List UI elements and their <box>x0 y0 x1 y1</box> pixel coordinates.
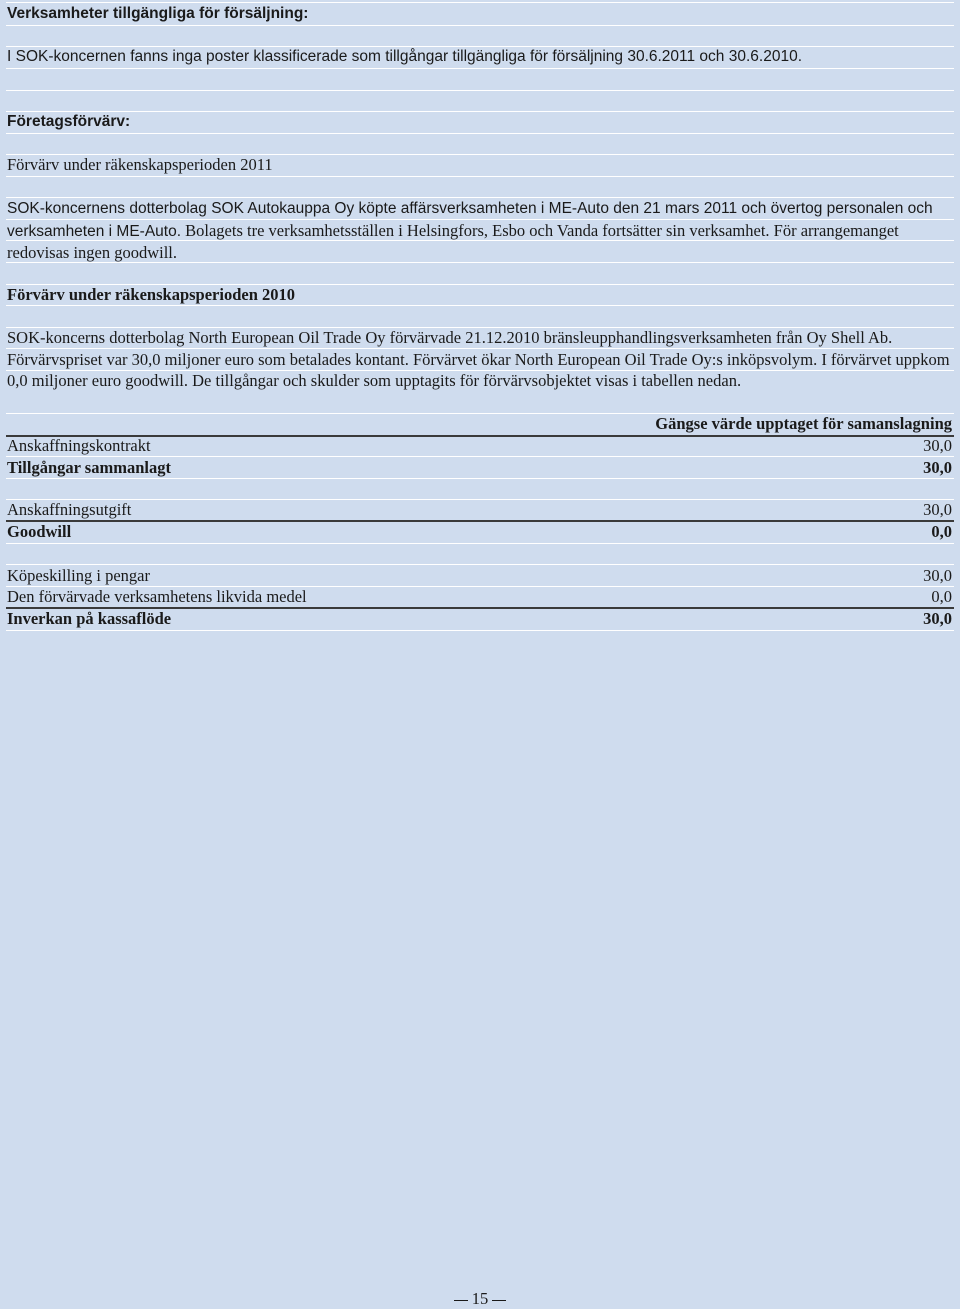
divider <box>6 90 954 91</box>
row-value: 30,0 <box>923 609 952 628</box>
table-row <box>7 457 952 479</box>
divider <box>6 133 954 134</box>
row-label: Den förvärvade verksamhetens likvida medel <box>7 587 307 606</box>
divider <box>6 25 954 26</box>
paragraph-2011-part2: Bolagets tre verksamhetsställen i Helsingfors, Esbo och Vanda fortsätter sin verksamhet. För arrangemanget redovisas ingen goodwill. <box>7 220 899 263</box>
paragraph-2011 <box>7 197 951 264</box>
divider <box>6 68 954 69</box>
subsection-heading: Förvärv under räkenskapsperioden 2011 <box>7 155 273 174</box>
row-value: 30,0 <box>923 500 952 519</box>
row-label: Goodwill <box>7 522 72 541</box>
divider <box>6 305 954 306</box>
row-label: Köpeskilling i pengar <box>7 566 150 585</box>
table-row <box>7 435 952 457</box>
divider <box>6 630 954 631</box>
row-label: Inverkan på kassaflöde <box>7 609 172 628</box>
divider <box>6 2 954 3</box>
table-row <box>7 586 952 608</box>
page-number <box>0 1289 960 1309</box>
row-value: 0,0 <box>931 587 952 606</box>
dash-right <box>492 1300 506 1301</box>
table-row <box>7 521 952 543</box>
paragraph-2011-part1: SOK-koncernens dotterbolag SOK Autokauppa Oy köpte affärsverksamheten i ME-Auto den 21 mars 2011 och övertog personalen och verksamheten i ME-Auto. <box>7 200 933 240</box>
page-number-value: 15 <box>471 1289 489 1308</box>
row-label: Anskaffningskontrakt <box>7 436 151 455</box>
subsection-heading: Förvärv under räkenskapsperioden 2010 <box>7 285 296 304</box>
divider <box>6 176 954 177</box>
paragraph-2010: SOK-koncerns dotterbolag North European Oil Trade Oy förvärvade 21.12.2010 bränsleupphandlingsverksamheten från Oy Shell Ab. Förvärvspriset var 30,0 miljoner euro som betalades kontant. Förvärvet ökar North European Oil Trade Oy:s inköpsvolym. I förvärvet uppkom 0,0 miljoner euro goodwill. De tillgångar och skulder som upptagits för förvärvsobjektet visas i tabellen nedan. <box>7 328 950 391</box>
section-heading: Företagsförvärv: <box>7 113 131 130</box>
row-label: Tillgångar sammanlagt <box>7 458 171 477</box>
row-label: Anskaffningsutgift <box>7 500 132 519</box>
row-value: 0,0 <box>931 522 952 541</box>
table-column-header <box>7 413 952 435</box>
dash-left <box>454 1300 468 1301</box>
row-value: 30,0 <box>923 566 952 585</box>
column-header-label: Gängse värde upptaget för samanslagning <box>655 414 952 433</box>
table-row <box>7 608 952 630</box>
row-value: 30,0 <box>923 436 952 455</box>
table-row <box>7 565 952 587</box>
divider <box>6 543 954 544</box>
section-heading: Verksamheter tillgängliga för försäljning: <box>7 5 309 22</box>
table-row <box>7 499 952 521</box>
section-text: I SOK-koncernen fanns inga poster klassificerade som tillgångar tillgängliga för försäljning 30.6.2011 och 30.6.2010. <box>7 48 802 65</box>
row-value: 30,0 <box>923 458 952 477</box>
